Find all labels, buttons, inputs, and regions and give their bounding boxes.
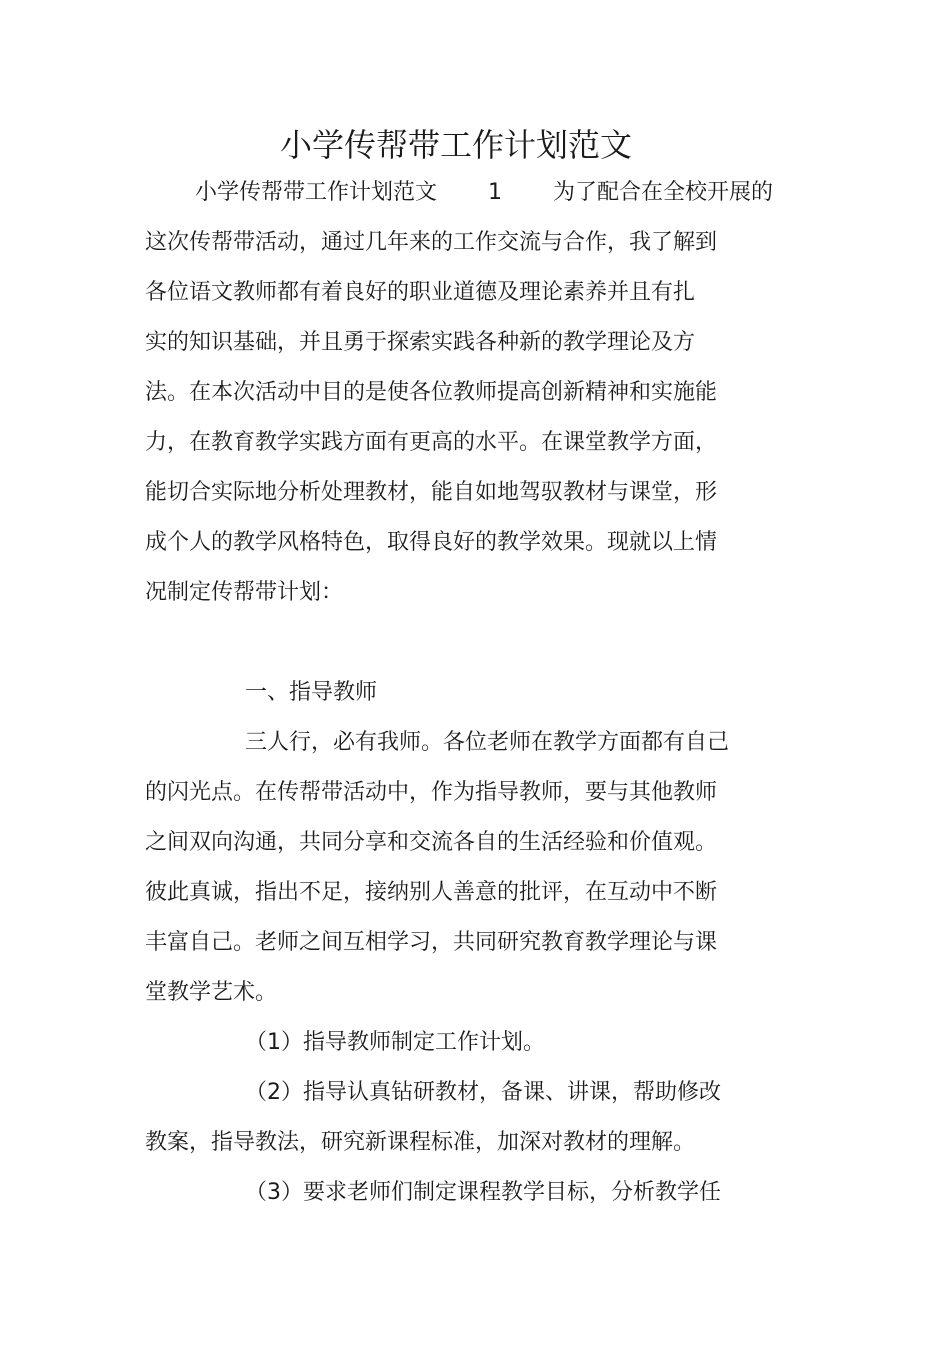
section-paragraph-line: 的闪光点。在传帮带活动中，作为指导教师，要与其他教师: [145, 780, 718, 805]
section-paragraph-line: 彼此真诚，指出不足，接纳别人善意的批评，在互动中不断: [145, 880, 718, 905]
list-item: （2）指导认真钻研教材，备课、讲课，帮助修改: [245, 1080, 721, 1105]
list-item: （3）要求老师们制定课程教学目标，分析教学任: [245, 1180, 721, 1205]
list-item: （1）指导教师制定工作计划。: [245, 1030, 545, 1055]
document-title: 小学传帮带工作计划范文: [279, 126, 632, 164]
intro-line: 各位语文教师都有着良好的职业道德及理论素养并且有扎: [145, 280, 696, 305]
intro-line: 法。在本次活动中目的是使各位教师提高创新精神和实施能: [145, 380, 718, 405]
intro-first-line: 为了配合在全校开展的: [553, 180, 774, 205]
section-heading: 一、指导教师: [245, 680, 378, 705]
section-paragraph-line: 堂教学艺术。: [145, 980, 278, 1005]
intro-line: 实的知识基础，并且勇于探索实践各种新的教学理论及方: [145, 330, 696, 355]
section-paragraph-line: 之间双向沟通，共同分享和交流各自的生活经验和价值观。: [145, 830, 718, 855]
intro-line: 力，在教育教学实践方面有更高的水平。在课堂教学方面，: [145, 430, 718, 455]
intro-number: 1: [488, 180, 502, 205]
intro-line: 成个人的教学风格特色，取得良好的教学效果。现就以上情: [145, 530, 718, 555]
section-paragraph-line: 丰富自己。老师之间互相学习，共同研究教育教学理论与课: [145, 930, 718, 955]
intro-label: 小学传帮带工作计划范文: [195, 180, 438, 205]
list-item-continuation: 教案，指导教法，研究新课程标准，加深对教材的理解。: [145, 1130, 696, 1155]
intro-line: 这次传帮带活动，通过几年来的工作交流与合作，我了解到: [145, 230, 718, 255]
intro-line: 况制定传帮带计划：: [145, 580, 344, 605]
section-paragraph-line: 三人行，必有我师。各位老师在教学方面都有自己: [245, 730, 730, 755]
intro-line: 能切合实际地分析处理教材，能自如地驾驭教材与课堂，形: [145, 480, 718, 505]
